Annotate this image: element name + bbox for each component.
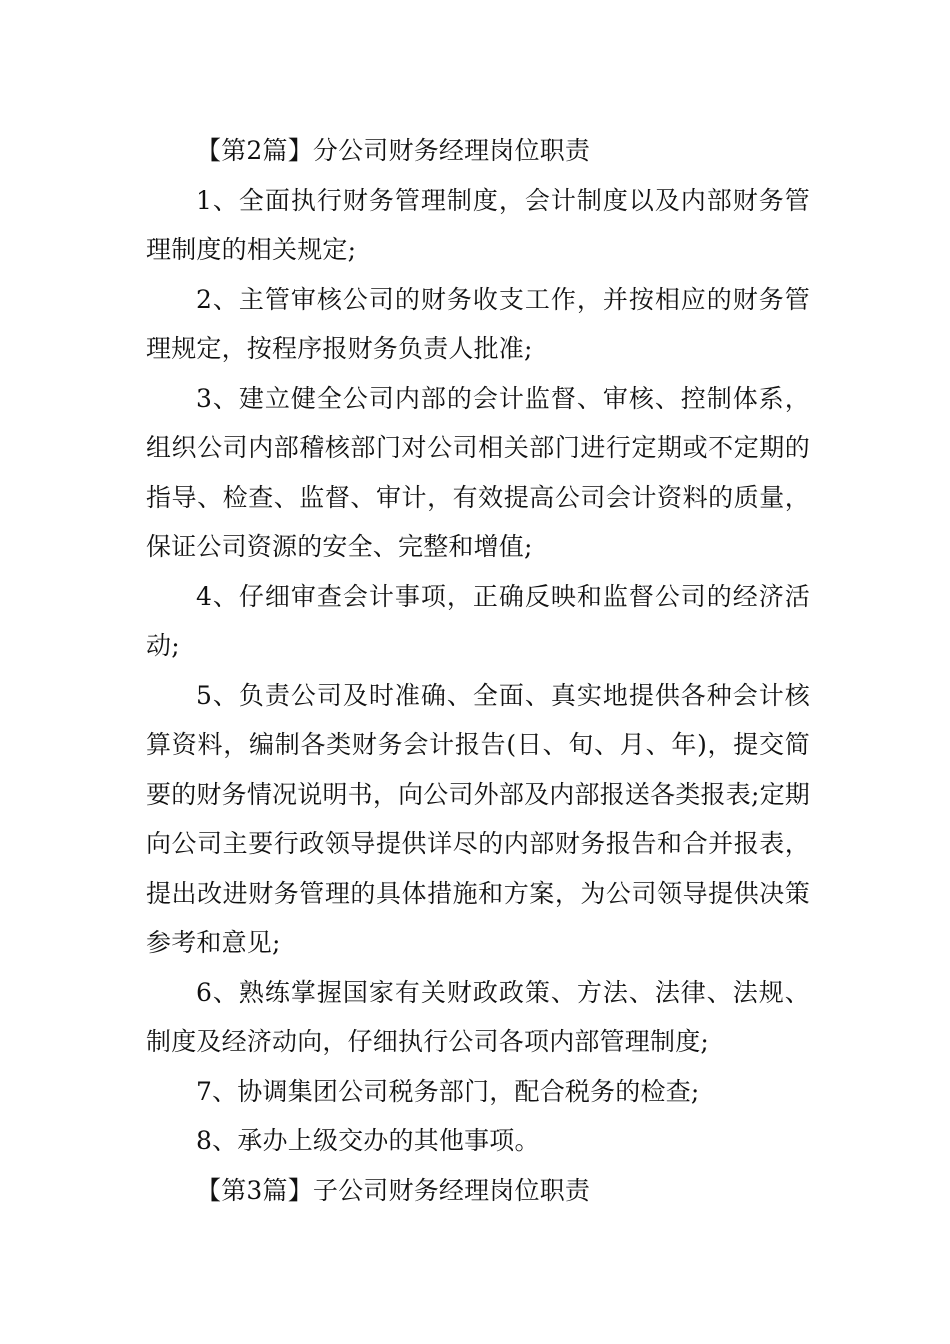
section-heading-2: 【第2篇】分公司财务经理岗位职责 (196, 136, 591, 165)
duty-item-2: 2、主管审核公司的财务收支工作，并按相应的财务管理规定，按程序报财务负责人批准; (146, 284, 810, 363)
duty-item-7: 7、协调集团公司税务部门，配合税务的检查; (196, 1076, 700, 1106)
duty-item-4: 4、仔细审查会计事项，正确反映和监督公司的经济活动; (146, 581, 810, 660)
duty-item-3: 3、建立健全公司内部的会计监督、审核、控制体系，组织公司内部稽核部门对公司相关部门进行定期或不定期的指导、检查、监督、审计，有效提高公司会计资料的质量，保证公司资源的安全、完整和增值; (146, 383, 810, 561)
duty-item-8: 8、承办上级交办的其他事项。 (196, 1126, 540, 1155)
document-body (146, 126, 810, 1215)
section-heading-3: 【第3篇】子公司财务经理岗位职责 (196, 1175, 591, 1205)
duty-item-5: 5、负责公司及时准确、全面、真实地提供各种会计核算资料，编制各类财务会计报告(日、旬、月、年)，提交简要的财务情况说明书，向公司外部及内部报送各类报表;定期向公司主要行政领导提供详尽的内部财务报告和合并报表，提出改进财务管理的具体措施和方案，为公司领导提供决策参考和意见; (146, 680, 810, 957)
duty-item-1: 1、全面执行财务管理制度，会计制度以及内部财务管理制度的相关规定; (146, 185, 810, 264)
duty-item-6: 6、熟练掌握国家有关财政政策、方法、法律、法规、制度及经济动向，仔细执行公司各项内部管理制度; (146, 977, 810, 1056)
